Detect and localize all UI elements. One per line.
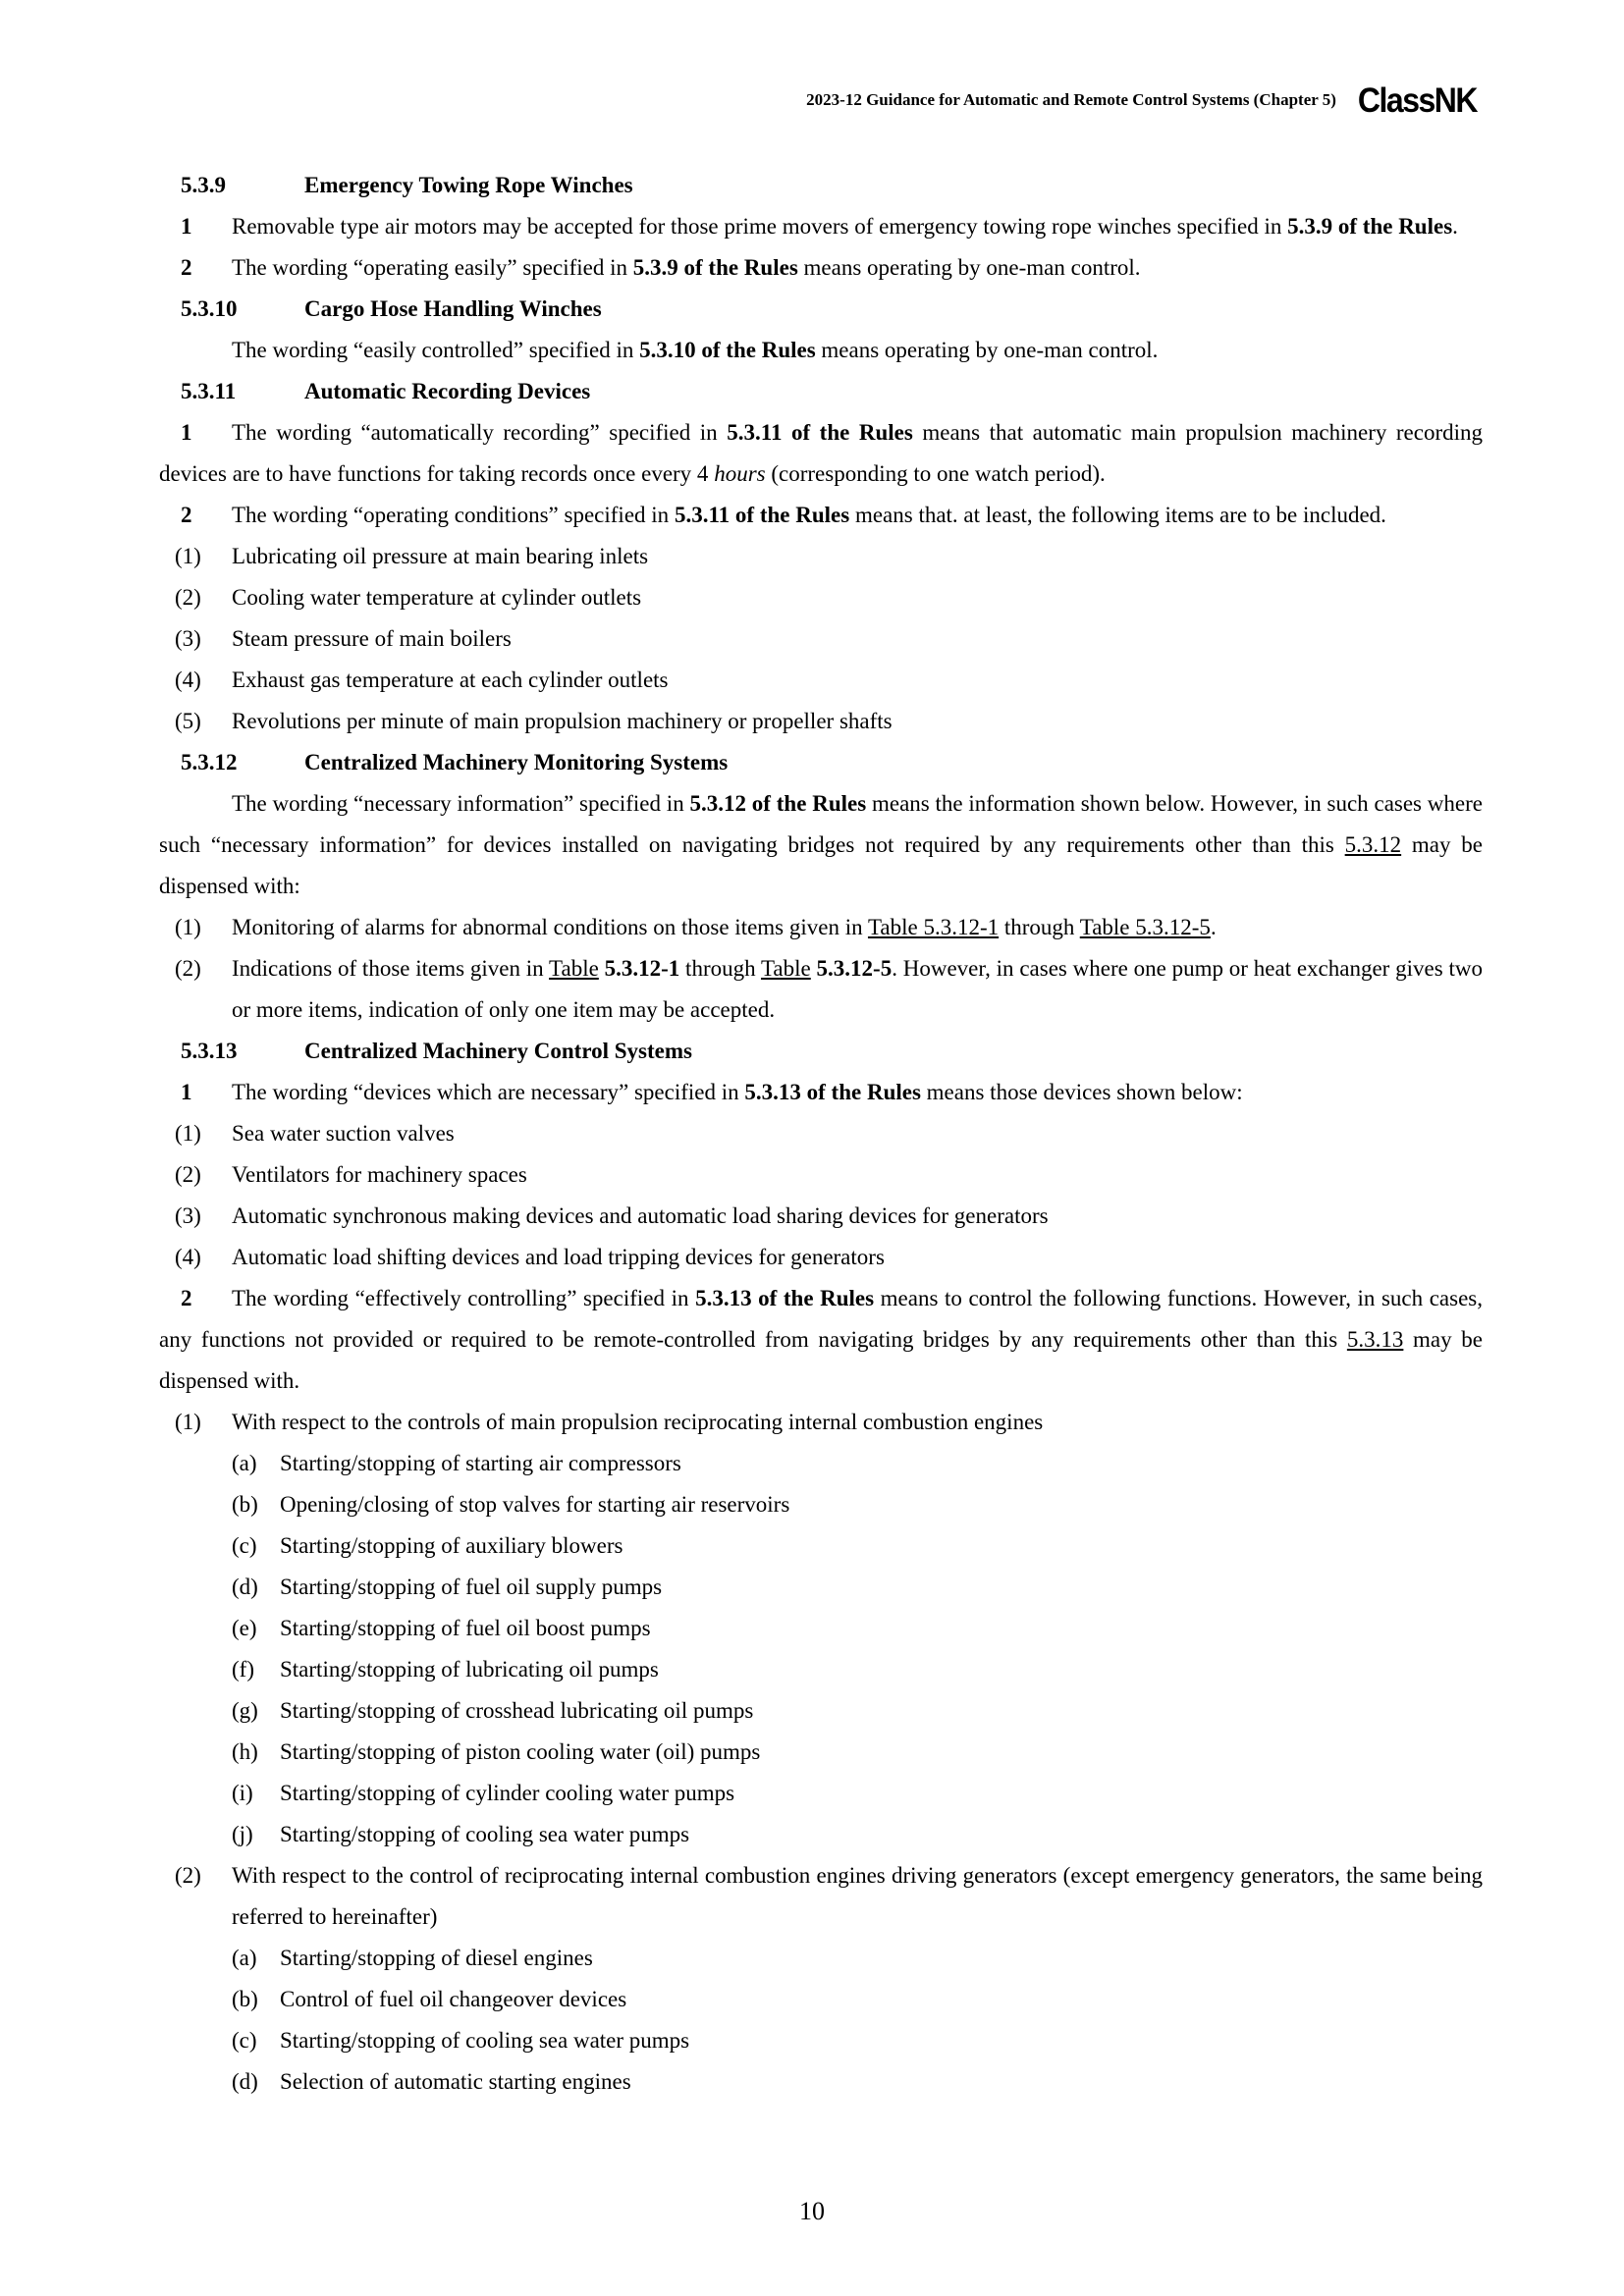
rules-reference: 5.3.9 of the Rules bbox=[632, 255, 798, 280]
paragraph-number: 1 bbox=[181, 1080, 192, 1104]
page-header bbox=[806, 80, 1477, 120]
paragraph-text: means operating by one-man control. bbox=[797, 255, 1141, 280]
section-link[interactable]: 5.3.13 bbox=[1346, 1327, 1404, 1352]
item-text: Ventilators for machinery spaces bbox=[232, 1162, 527, 1187]
sub-item-letter: (g) bbox=[232, 1698, 258, 1723]
item-text: through bbox=[999, 915, 1080, 939]
item-text: Exhaust gas temperature at each cylinder outlets bbox=[232, 667, 669, 692]
sub-item-letter: (a) bbox=[232, 1946, 257, 1970]
table-link[interactable]: Table 5.3.12-1 bbox=[867, 915, 1000, 939]
paragraph-5-3-13-2 bbox=[159, 1278, 1483, 1402]
section-title: Cargo Hose Handling Winches bbox=[304, 296, 602, 321]
sub-item-letter: (i) bbox=[232, 1781, 253, 1805]
paragraph-text: means that automatic main propulsion machinery recording devices are to have functions for taking records once every 4 bbox=[159, 420, 1484, 486]
sub-item-text: Starting/stopping of piston cooling water (oil) pumps bbox=[280, 1739, 761, 1764]
sub-item bbox=[159, 1690, 1483, 1732]
item-number: (4) bbox=[175, 1245, 201, 1269]
table-link[interactable]: Table bbox=[549, 956, 599, 981]
item-text: Automatic synchronous making devices and automatic load sharing devices for generators bbox=[232, 1203, 1049, 1228]
item-text: Sea water suction valves bbox=[232, 1121, 455, 1146]
sub-item-letter: (j) bbox=[232, 1822, 253, 1846]
paragraph-text: (corresponding to one watch period). bbox=[765, 461, 1106, 486]
paragraph-5-3-9-1 bbox=[159, 206, 1483, 247]
paragraph-text: means the information shown below. However, in such cases where such “necessary information” for devices installed on navigating bridges not required by any requirements other than this bbox=[159, 791, 1483, 857]
sub-item-letter: (c) bbox=[232, 1533, 257, 1558]
item-number: (2) bbox=[175, 1162, 201, 1187]
item-text: Cooling water temperature at cylinder outlets bbox=[232, 585, 642, 610]
paragraph-text: may be dispensed with. bbox=[159, 1327, 1484, 1393]
sub-item-letter: (b) bbox=[232, 1987, 258, 2011]
section-number: 5.3.12 bbox=[181, 750, 238, 774]
page-number: 10 bbox=[799, 2197, 825, 2225]
item-text: Steam pressure of main boilers bbox=[232, 626, 512, 651]
unit-text: hours bbox=[714, 461, 766, 486]
section-title: Emergency Towing Rope Winches bbox=[304, 173, 633, 197]
sub-item-letter: (d) bbox=[232, 1575, 258, 1599]
sub-item-text: Control of fuel oil changeover devices bbox=[280, 1987, 627, 2011]
paragraph-number: 2 bbox=[181, 1286, 192, 1310]
sub-item bbox=[159, 1773, 1483, 1814]
list-item bbox=[159, 660, 1483, 701]
section-link[interactable]: 5.3.12 bbox=[1344, 832, 1402, 857]
section-number: 5.3.10 bbox=[181, 296, 238, 321]
item-text: Monitoring of alarms for abnormal conditions on those items given in bbox=[232, 915, 868, 939]
paragraph-number: 2 bbox=[181, 255, 192, 280]
item-text: . bbox=[1210, 915, 1217, 939]
sub-item-letter: (f) bbox=[232, 1657, 254, 1682]
item-text: through bbox=[679, 956, 761, 981]
sub-item bbox=[159, 1649, 1483, 1690]
section-title: Centralized Machinery Control Systems bbox=[304, 1039, 692, 1063]
sub-item bbox=[159, 1608, 1483, 1649]
sub-item-text: Starting/stopping of cylinder cooling water pumps bbox=[280, 1781, 735, 1805]
item-text: Indications of those items given in bbox=[232, 956, 550, 981]
paragraph-5-3-10 bbox=[159, 330, 1483, 371]
paragraph-text: The wording “operating easily” specified in bbox=[232, 255, 633, 280]
paragraph-5-3-13-1 bbox=[159, 1072, 1483, 1113]
sub-item-letter: (h) bbox=[232, 1739, 258, 1764]
rules-reference: 5.3.12 of the Rules bbox=[689, 791, 867, 816]
document-body bbox=[159, 165, 1483, 2103]
paragraph-number: 1 bbox=[181, 214, 192, 239]
paragraph-5-3-11-1 bbox=[159, 412, 1483, 495]
sub-item-text: Opening/closing of stop valves for starting air reservoirs bbox=[280, 1492, 790, 1517]
table-link[interactable]: Table 5.3.12-5 bbox=[1079, 915, 1211, 939]
list-item bbox=[159, 907, 1483, 948]
paragraph-text: The wording “operating conditions” specified in bbox=[232, 503, 675, 527]
sub-item-text: Starting/stopping of fuel oil boost pumps bbox=[280, 1616, 651, 1640]
section-heading-5-3-9 bbox=[159, 165, 1483, 206]
section-title: Centralized Machinery Monitoring Systems bbox=[304, 750, 729, 774]
item-number: (5) bbox=[175, 709, 201, 733]
sub-item-text: Starting/stopping of cooling sea water pumps bbox=[280, 2028, 690, 2053]
sub-item-text: Starting/stopping of diesel engines bbox=[280, 1946, 593, 1970]
sub-item bbox=[159, 1443, 1483, 1484]
paragraph-text: means operating by one-man control. bbox=[815, 338, 1159, 362]
paragraph-text: means those devices shown below: bbox=[920, 1080, 1243, 1104]
section-number: 5.3.13 bbox=[181, 1039, 238, 1063]
paragraph-text: may be dispensed with: bbox=[159, 832, 1483, 898]
list-item bbox=[159, 577, 1483, 618]
item-text: Automatic load shifting devices and load tripping devices for generators bbox=[232, 1245, 885, 1269]
table-number: 5.3.12-1 bbox=[598, 956, 680, 981]
paragraph-text: The wording “easily controlled” specified in bbox=[232, 338, 640, 362]
paragraph-text: means to control the following functions. However, in such cases, any functions not provided or required to be remote-controlled from navigating bridges by any requirements other than this bbox=[159, 1286, 1484, 1352]
rules-reference: 5.3.13 of the Rules bbox=[695, 1286, 875, 1310]
item-number: (2) bbox=[175, 1863, 201, 1888]
sub-item-text: Starting/stopping of fuel oil supply pumps bbox=[280, 1575, 663, 1599]
section-heading-5-3-12 bbox=[159, 742, 1483, 783]
item-number: (2) bbox=[175, 956, 201, 981]
paragraph-text: . bbox=[1452, 214, 1458, 239]
item-number: (3) bbox=[175, 1203, 201, 1228]
list-item bbox=[159, 948, 1483, 1031]
paragraph-text: The wording “automatically recording” specified in bbox=[232, 420, 728, 445]
paragraph-text: The wording “effectively controlling” specified in bbox=[232, 1286, 696, 1310]
rules-reference: 5.3.11 of the Rules bbox=[674, 503, 850, 527]
list-item bbox=[159, 701, 1483, 742]
section-heading-5-3-10 bbox=[159, 289, 1483, 330]
sub-item bbox=[159, 2020, 1483, 2061]
sub-item bbox=[159, 1732, 1483, 1773]
document-title: 2023-12 Guidance for Automatic and Remote Control Systems (Chapter 5) bbox=[806, 90, 1336, 109]
section-heading-5-3-13 bbox=[159, 1031, 1483, 1072]
paragraph-5-3-9-2 bbox=[159, 247, 1483, 289]
paragraph-text: Removable type air motors may be accepted for those prime movers of emergency towing rope winches specified in bbox=[232, 214, 1288, 239]
table-number: 5.3.12-5 bbox=[810, 956, 893, 981]
sub-item-letter: (a) bbox=[232, 1451, 257, 1475]
list-item bbox=[159, 536, 1483, 577]
rules-reference: 5.3.10 of the Rules bbox=[639, 338, 816, 362]
paragraph-number: 1 bbox=[181, 420, 192, 445]
section-title: Automatic Recording Devices bbox=[304, 379, 591, 403]
item-number: (4) bbox=[175, 667, 201, 692]
list-item bbox=[159, 1402, 1483, 1443]
sub-item-text: Starting/stopping of auxiliary blowers bbox=[280, 1533, 623, 1558]
sub-item bbox=[159, 1567, 1483, 1608]
rules-reference: 5.3.9 of the Rules bbox=[1287, 214, 1453, 239]
sub-item-text: Starting/stopping of crosshead lubricating oil pumps bbox=[280, 1698, 754, 1723]
paragraph-5-3-11-2 bbox=[159, 495, 1483, 536]
table-link[interactable]: Table bbox=[760, 956, 811, 981]
item-number: (1) bbox=[175, 1410, 201, 1434]
item-text: With respect to the control of reciprocating internal combustion engines driving generators (except emergency generators, the same being referred to hereinafter) bbox=[232, 1863, 1483, 1929]
sub-item-letter: (d) bbox=[232, 2069, 258, 2094]
sub-item bbox=[159, 1979, 1483, 2020]
item-text: Lubricating oil pressure at main bearing inlets bbox=[232, 544, 649, 568]
sub-item-text: Starting/stopping of lubricating oil pumps bbox=[280, 1657, 659, 1682]
sub-item bbox=[159, 1525, 1483, 1567]
rules-reference: 5.3.11 of the Rules bbox=[727, 420, 913, 445]
list-item bbox=[159, 618, 1483, 660]
classnk-logo: ClassNK bbox=[1357, 80, 1477, 120]
sub-item bbox=[159, 1814, 1483, 1855]
item-number: (3) bbox=[175, 626, 201, 651]
section-number: 5.3.11 bbox=[181, 379, 237, 403]
item-number: (1) bbox=[175, 544, 201, 568]
sub-item bbox=[159, 1484, 1483, 1525]
paragraph-number: 2 bbox=[181, 503, 192, 527]
sub-item-letter: (c) bbox=[232, 2028, 257, 2053]
sub-item-text: Selection of automatic starting engines bbox=[280, 2069, 631, 2094]
item-number: (2) bbox=[175, 585, 201, 610]
list-item bbox=[159, 1855, 1483, 1938]
item-number: (1) bbox=[175, 1121, 201, 1146]
item-text: . However, in cases where one pump or heat exchanger gives two or more items, indication of only one item may be accepted. bbox=[232, 956, 1483, 1022]
sub-item bbox=[159, 1938, 1483, 1979]
section-number: 5.3.9 bbox=[181, 173, 226, 197]
paragraph-text: The wording “devices which are necessary” specified in bbox=[232, 1080, 745, 1104]
sub-item-letter: (b) bbox=[232, 1492, 258, 1517]
list-item bbox=[159, 1196, 1483, 1237]
paragraph-text: means that. at least, the following items are to be included. bbox=[849, 503, 1386, 527]
list-item bbox=[159, 1113, 1483, 1154]
section-heading-5-3-11 bbox=[159, 371, 1483, 412]
sub-item-letter: (e) bbox=[232, 1616, 257, 1640]
item-text: Revolutions per minute of main propulsion machinery or propeller shafts bbox=[232, 709, 893, 733]
list-item bbox=[159, 1154, 1483, 1196]
item-number: (1) bbox=[175, 915, 201, 939]
rules-reference: 5.3.13 of the Rules bbox=[744, 1080, 921, 1104]
item-text: With respect to the controls of main propulsion reciprocating internal combustion engines bbox=[232, 1410, 1044, 1434]
sub-item-text: Starting/stopping of starting air compressors bbox=[280, 1451, 681, 1475]
paragraph-5-3-12 bbox=[159, 783, 1483, 907]
paragraph-text: The wording “necessary information” specified in bbox=[232, 791, 690, 816]
list-item bbox=[159, 1237, 1483, 1278]
sub-item-text: Starting/stopping of cooling sea water pumps bbox=[280, 1822, 690, 1846]
sub-item bbox=[159, 2061, 1483, 2103]
